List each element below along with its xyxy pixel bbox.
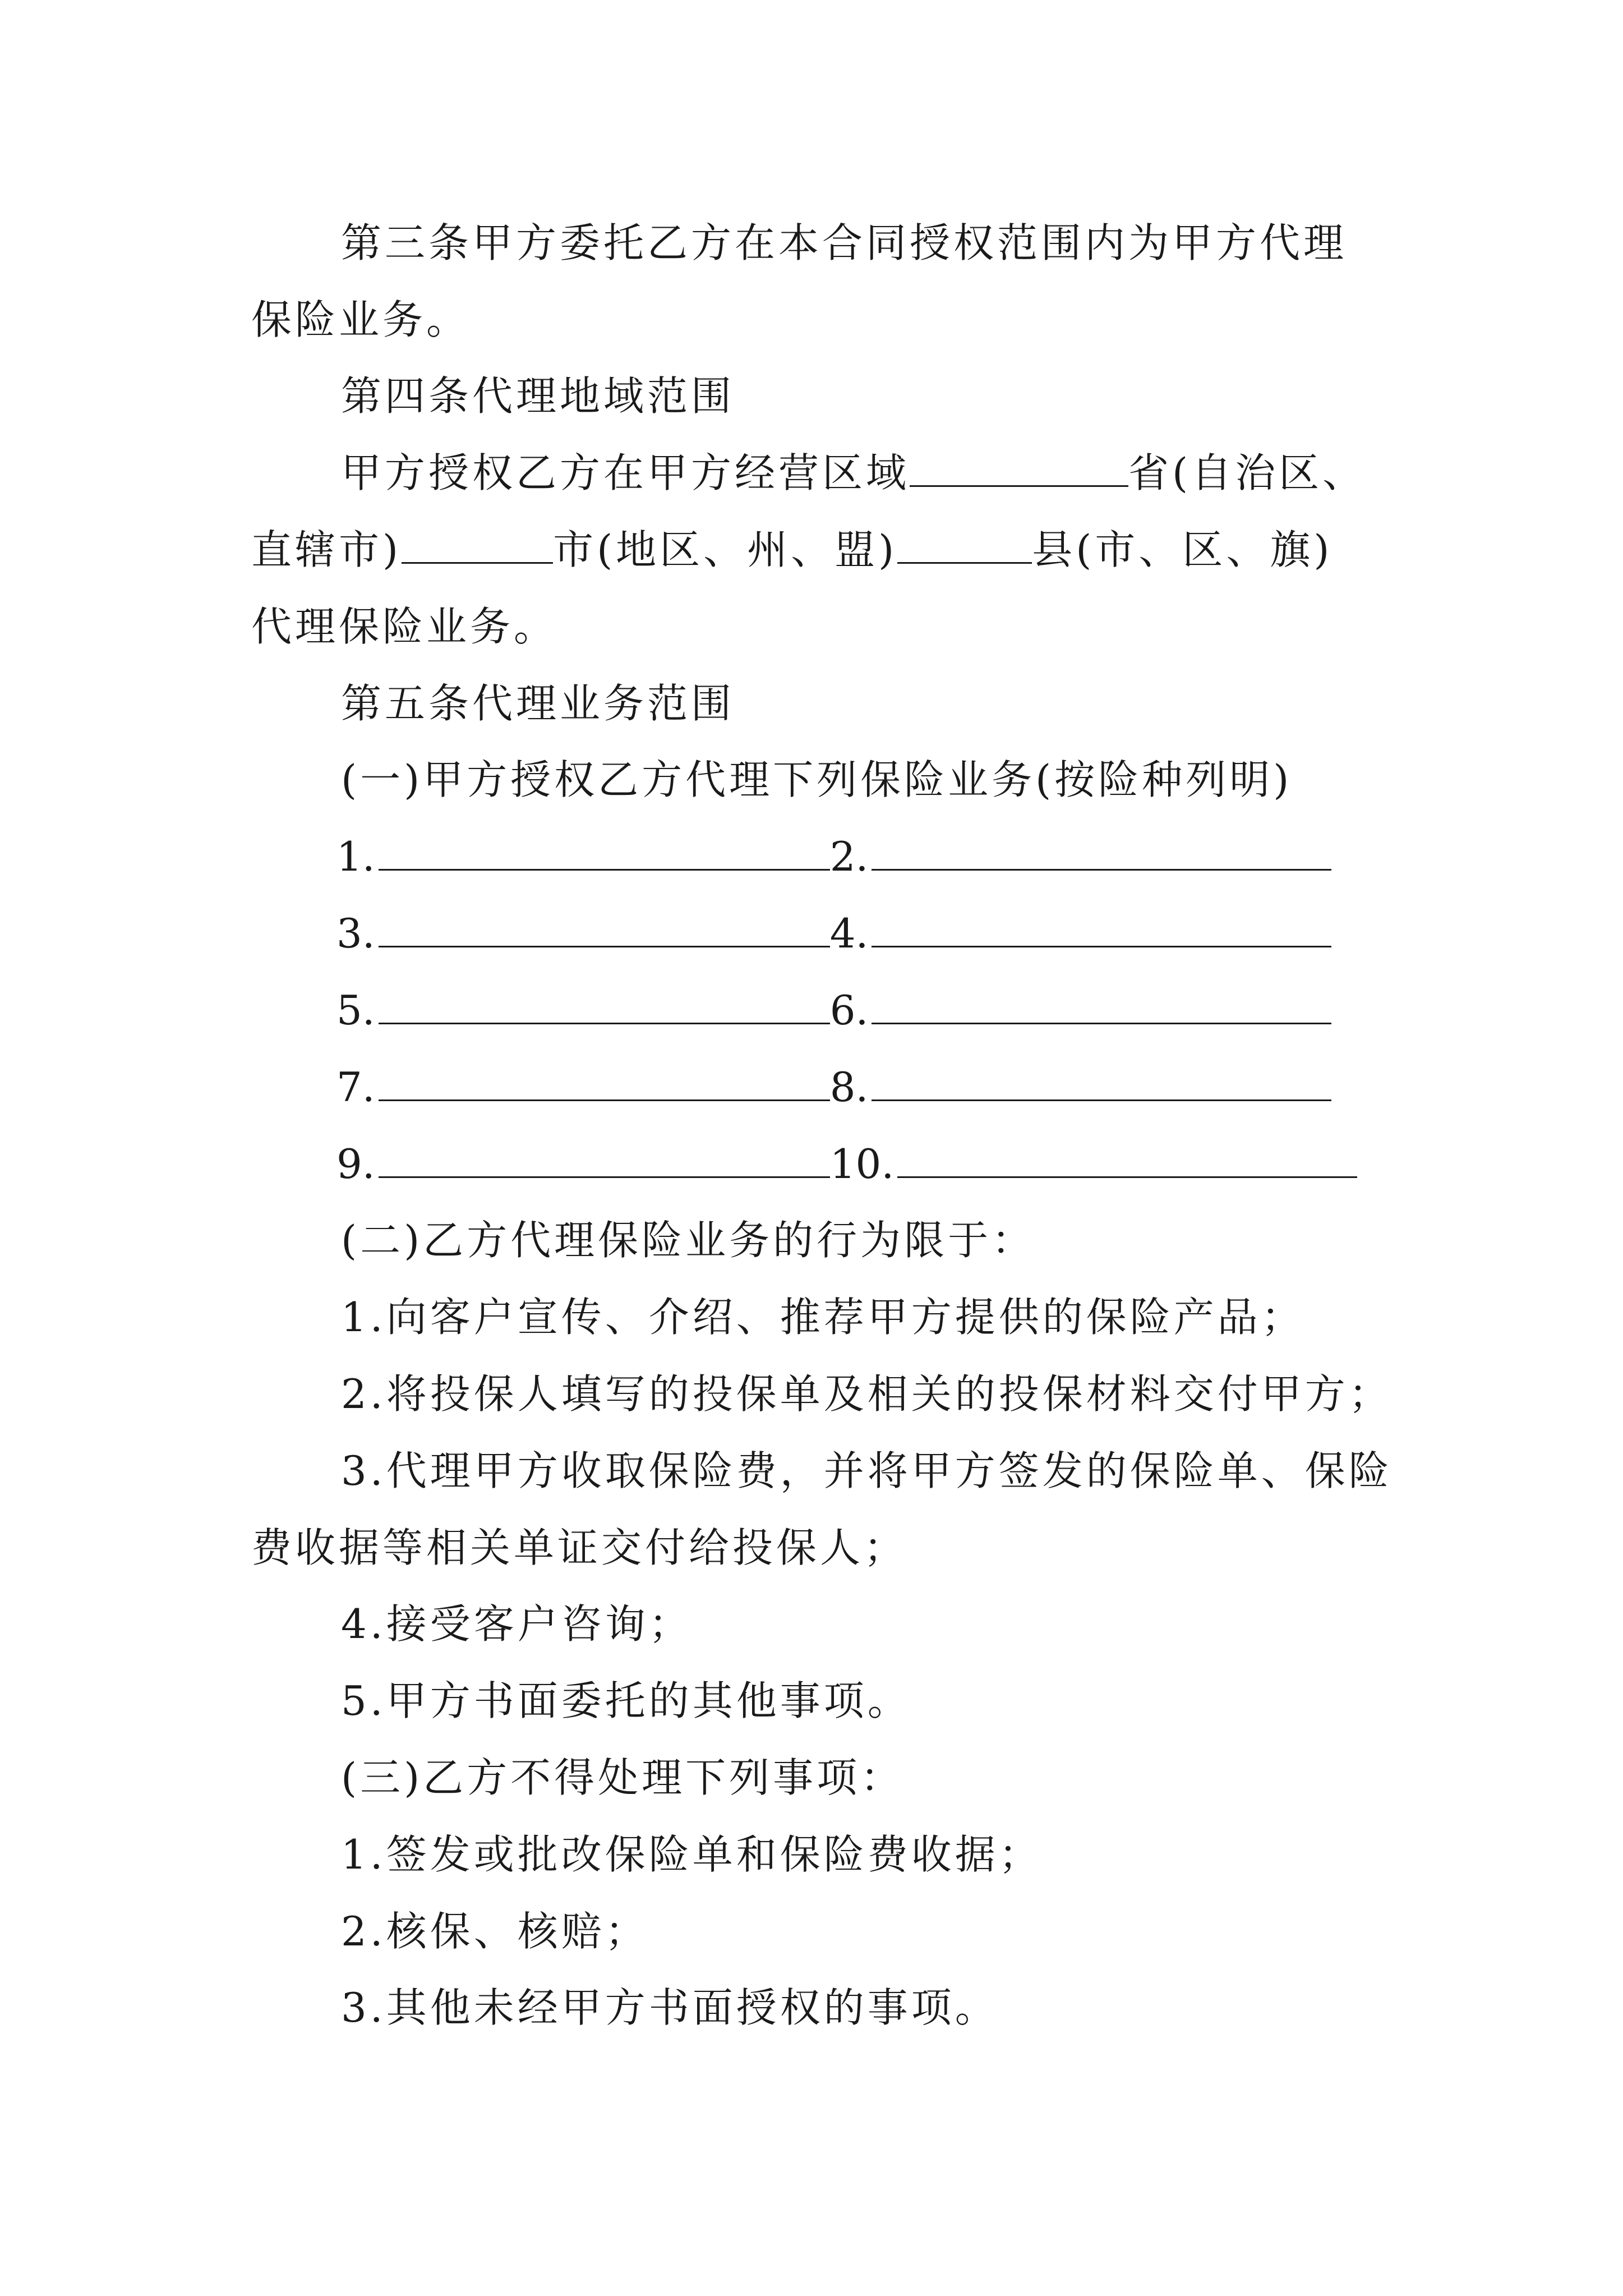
province-blank[interactable]: [910, 449, 1128, 487]
section2-item-3-line1: 3.代理甲方收取保险费，并将甲方签发的保险单、保险: [341, 1447, 1393, 1494]
item-blank[interactable]: [379, 1140, 830, 1178]
item-number: 1.: [336, 833, 375, 880]
section3-item-2: 2.核保、核赔；: [341, 1908, 649, 1955]
item-number: 5.: [336, 987, 375, 1034]
section3-item-3: 3.其他未经甲方书面授权的事项。: [341, 1984, 999, 2031]
section2-item-4: 4.接受客户咨询；: [341, 1600, 693, 1648]
region-line1: [341, 446, 1366, 500]
county-blank[interactable]: [897, 526, 1032, 564]
region-line2-mid: 市(地区、州、盟): [553, 526, 898, 573]
article5-heading: 第五条代理业务范围: [341, 680, 735, 727]
item-row-4: [336, 1060, 1331, 1114]
item-number: 10.: [829, 1140, 895, 1188]
item-blank[interactable]: [379, 1064, 830, 1101]
region-line2-pre: 直辖市): [251, 526, 402, 573]
item-number: 2.: [829, 833, 869, 880]
region-line1-pre: 甲方授权乙方在甲方经营区域: [341, 449, 910, 496]
item-row-2: [336, 907, 1331, 960]
item-row-3: [336, 983, 1331, 1037]
section2-heading: (二)乙方代理保险业务的行为限于：: [341, 1217, 1036, 1264]
region-line3: 代理保险业务。: [251, 603, 558, 650]
item-blank[interactable]: [897, 1140, 1357, 1178]
section2-item-1: 1.向客户宣传、介绍、推荐甲方提供的保险产品；: [341, 1294, 1305, 1341]
section1-heading: (一)甲方授权乙方代理下列保险业务(按险种列明): [341, 756, 1293, 803]
section2-item-3-line2: 费收据等相关单证交付给投保人；: [251, 1524, 908, 1571]
section2-item-2: 2.将投保人填写的投保单及相关的投保材料交付甲方；: [341, 1370, 1393, 1418]
article4-heading: 第四条代理地域范围: [341, 372, 735, 420]
section3-heading: (三)乙方不得处理下列事项：: [341, 1754, 905, 1801]
article3-line2: 保险业务。: [251, 296, 471, 343]
item-blank[interactable]: [872, 1064, 1331, 1101]
city-blank[interactable]: [402, 526, 553, 564]
item-number: 7.: [336, 1064, 375, 1111]
article3-line1: 第三条甲方委托乙方在本合同授权范围内为甲方代理: [341, 219, 1348, 266]
item-blank[interactable]: [379, 987, 830, 1024]
section3-item-1: 1.签发或批改保险单和保险费收据；: [341, 1831, 1043, 1878]
section2-item-5: 5.甲方书面委托的其他事项。: [341, 1677, 911, 1724]
item-blank[interactable]: [379, 833, 830, 871]
item-number: 3.: [336, 910, 375, 957]
item-row-5: [336, 1137, 1357, 1191]
region-line1-post: 省(自治区、: [1128, 449, 1367, 496]
item-blank[interactable]: [872, 910, 1331, 947]
item-number: 9.: [336, 1140, 375, 1188]
item-blank[interactable]: [872, 987, 1331, 1024]
region-line2-post: 县(市、区、旗): [1032, 526, 1333, 573]
item-blank[interactable]: [379, 910, 830, 947]
item-number: 4.: [829, 910, 869, 957]
item-blank[interactable]: [872, 833, 1331, 871]
item-row-1: [336, 830, 1331, 884]
item-number: 8.: [829, 1064, 869, 1111]
item-number: 6.: [829, 987, 869, 1034]
region-line2: [251, 523, 1332, 577]
